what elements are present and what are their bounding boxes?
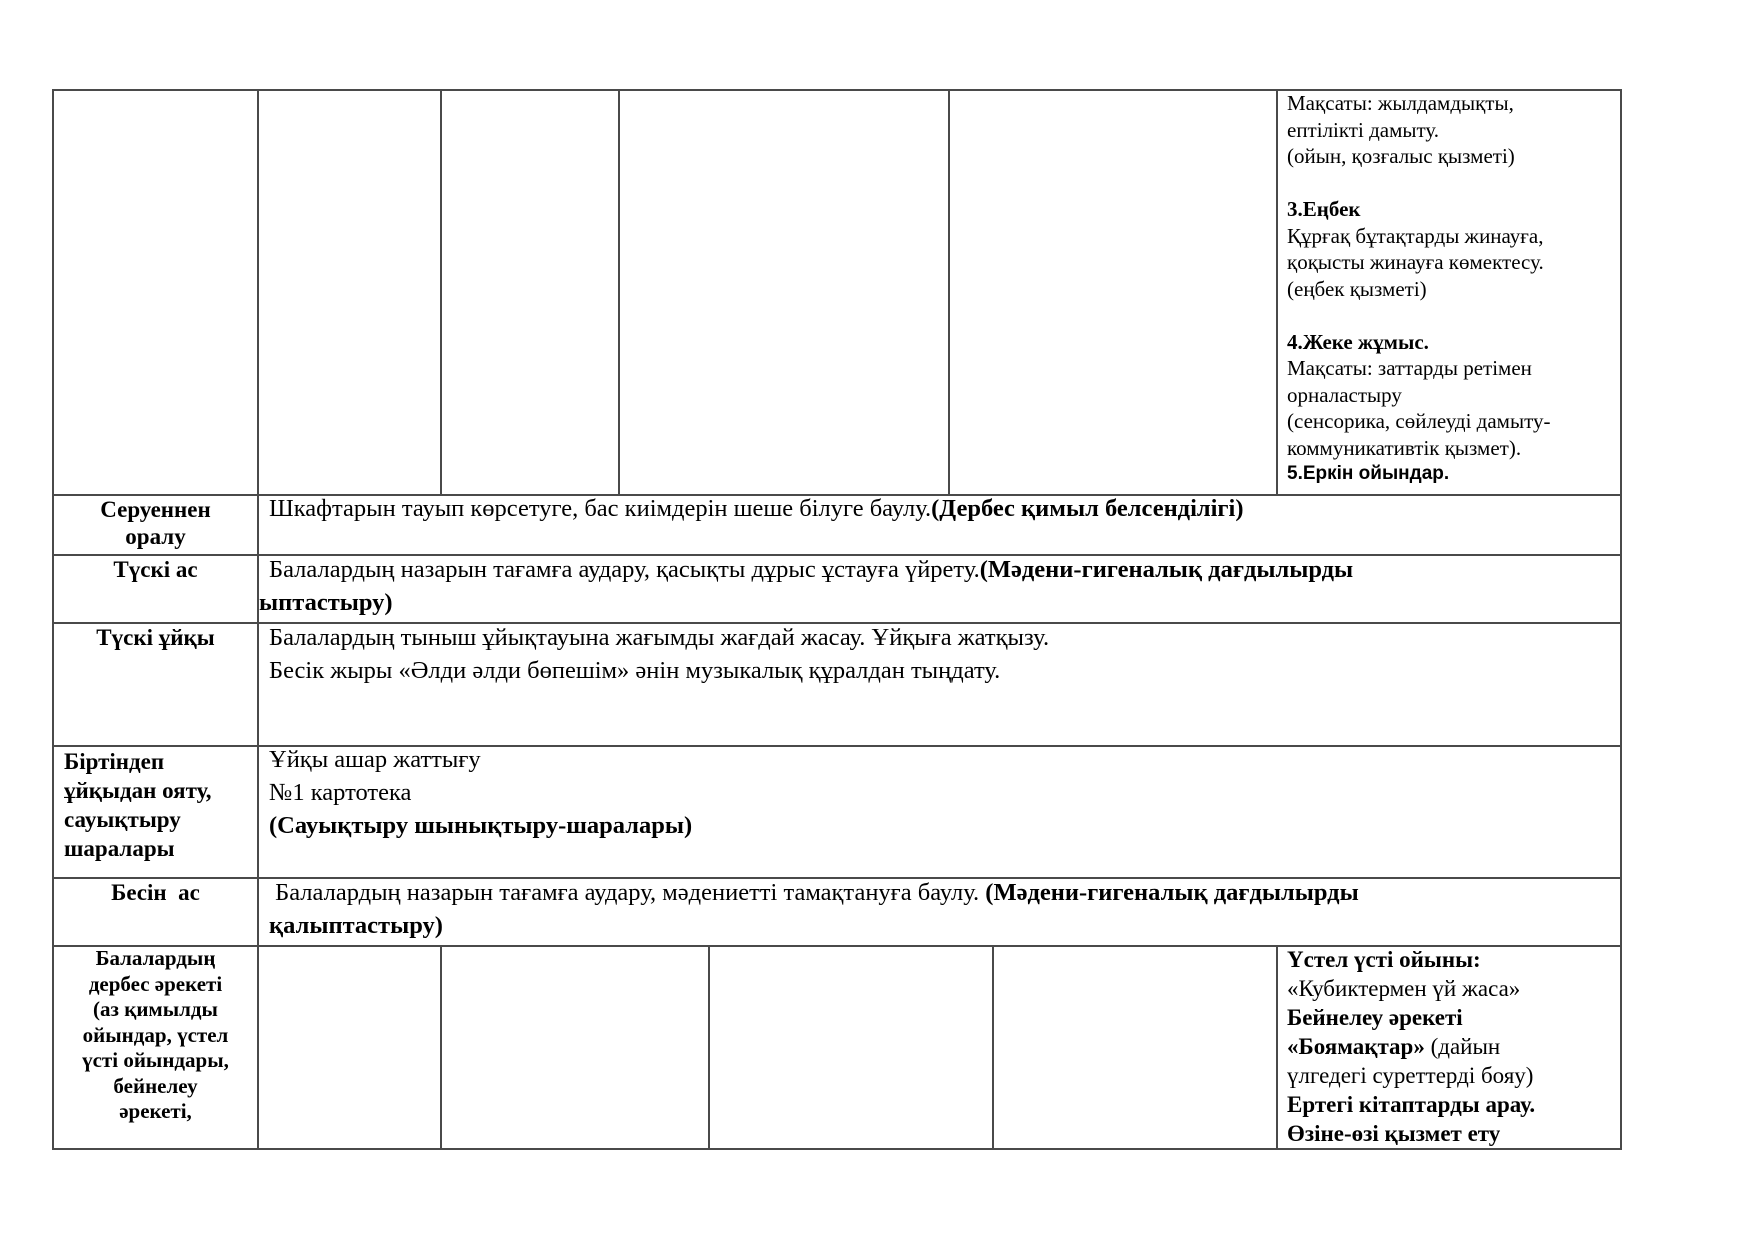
table-game-name: «Кубиктермен үй жаса» — [1287, 976, 1521, 1001]
lunch-text: Балалардың назарын тағамға аудару, қасықты дұрыс ұстауға үйрету. — [269, 556, 980, 583]
art-activity-name: «Боямақтар» — [1287, 1034, 1425, 1059]
art-activity-desc-2: үлгедегі суреттерді бояу) — [1287, 1063, 1534, 1088]
table-border — [52, 1148, 1622, 1150]
row-label-independent: Балалардың дербес әрекеті (аз қимылды ойындар, үстел үсті ойындары, бейнелеу әрекеті, — [82, 946, 229, 1123]
lunch-bold-continued: ыптастыру) — [259, 589, 393, 616]
labor-title: 3.Еңбек — [1287, 197, 1361, 221]
row-label-lunch: Түскі ас — [113, 557, 198, 582]
self-care: Өзіне-өзі қызмет ету — [1287, 1121, 1501, 1146]
snack-bold: (Мәдени-гигеналық дағдылырды — [985, 879, 1359, 906]
independent-activities-cell — [1287, 945, 1620, 1147]
column-divider — [440, 89, 442, 495]
nap-content — [269, 621, 1609, 743]
free-games-title: 5.Еркін ойындар. — [1287, 463, 1450, 484]
individual-work-title: 4.Жеке жұмыс. — [1287, 329, 1429, 354]
column-divider — [1276, 89, 1278, 495]
column-divider — [618, 89, 620, 495]
goal-speed-line1: Мақсаты: жылдамдықты, — [1287, 91, 1514, 115]
individual-goal-line1: Мақсаты: заттарды ретімен — [1287, 356, 1532, 380]
labor-note: (еңбек қызметі) — [1287, 276, 1427, 301]
labor-text-line2: қоқысты жинауға көмектесу. — [1287, 250, 1544, 274]
column-divider — [992, 945, 994, 1149]
art-activity-title: Бейнелеу әрекеті — [1287, 1005, 1463, 1030]
column-divider — [708, 945, 710, 1149]
wake-content — [269, 743, 1609, 875]
walk-activities-cell — [1287, 90, 1620, 494]
fairy-tale-books: Ертегі кітаптарды арау. — [1287, 1092, 1536, 1117]
row-label-wake: Біртіндеп ұйқыдан ояту, сауықтыру шаралары — [64, 749, 212, 861]
goal-speed-line2: ептілікті дамыту. — [1287, 117, 1440, 142]
lunch-bold: (Мәдени-гигеналық дағдылырды — [979, 556, 1354, 583]
wake-line1: Ұйқы ашар жаттығу — [269, 746, 481, 773]
labor-text-line1: Құрғақ бұтақтарды жинауға, — [1287, 223, 1544, 248]
column-divider — [1276, 945, 1278, 1149]
art-activity-desc-1: (дайын — [1424, 1034, 1501, 1059]
return-walk-bold: (Дербес қимыл белсенділігі) — [931, 495, 1244, 522]
game-activity-note: (ойын, қозғалыс қызметі) — [1287, 144, 1515, 168]
individual-note-line2: коммуникативтік қызмет). — [1287, 435, 1522, 460]
return-walk-content — [269, 492, 1609, 552]
nap-line2: Бесік жыры «Әлди әлди бөпешім» әнін музыкалық құралдан тыңдату. — [269, 657, 1001, 684]
table-border — [1620, 89, 1622, 1149]
lunch-content — [259, 553, 1609, 621]
snack-text: Балалардың назарын тағамға аудару, мәдениетті тамақтануға баулу. — [269, 879, 986, 906]
column-divider — [440, 945, 442, 1149]
snack-content — [269, 876, 1609, 944]
row-label-nap: Түскі ұйқы — [96, 625, 215, 650]
row-label-snack: Бесін ас — [111, 880, 200, 905]
return-walk-text: Шкафтарын тауып көрсетуге, бас киімдерін шеше білуге баулу. — [269, 495, 932, 522]
column-divider — [948, 89, 950, 495]
snack-bold-continued: қалыптастыру) — [269, 912, 443, 939]
nap-line1: Балалардың тыныш ұйықтауына жағымды жағдай жасау. Ұйқыға жатқызу. — [269, 624, 1050, 651]
individual-note-line1: (сенсорика, сөйлеуді дамыту- — [1287, 409, 1551, 433]
row-label-return-walk: Серуеннен оралу — [100, 497, 211, 549]
wake-line3: (Сауықтыру шынықтыру-шаралары) — [269, 812, 693, 839]
table-game-title: Үстел үсті ойыны: — [1287, 947, 1481, 972]
individual-goal-line2: орналастыру — [1287, 382, 1402, 407]
wake-line2: №1 картотека — [269, 779, 412, 806]
